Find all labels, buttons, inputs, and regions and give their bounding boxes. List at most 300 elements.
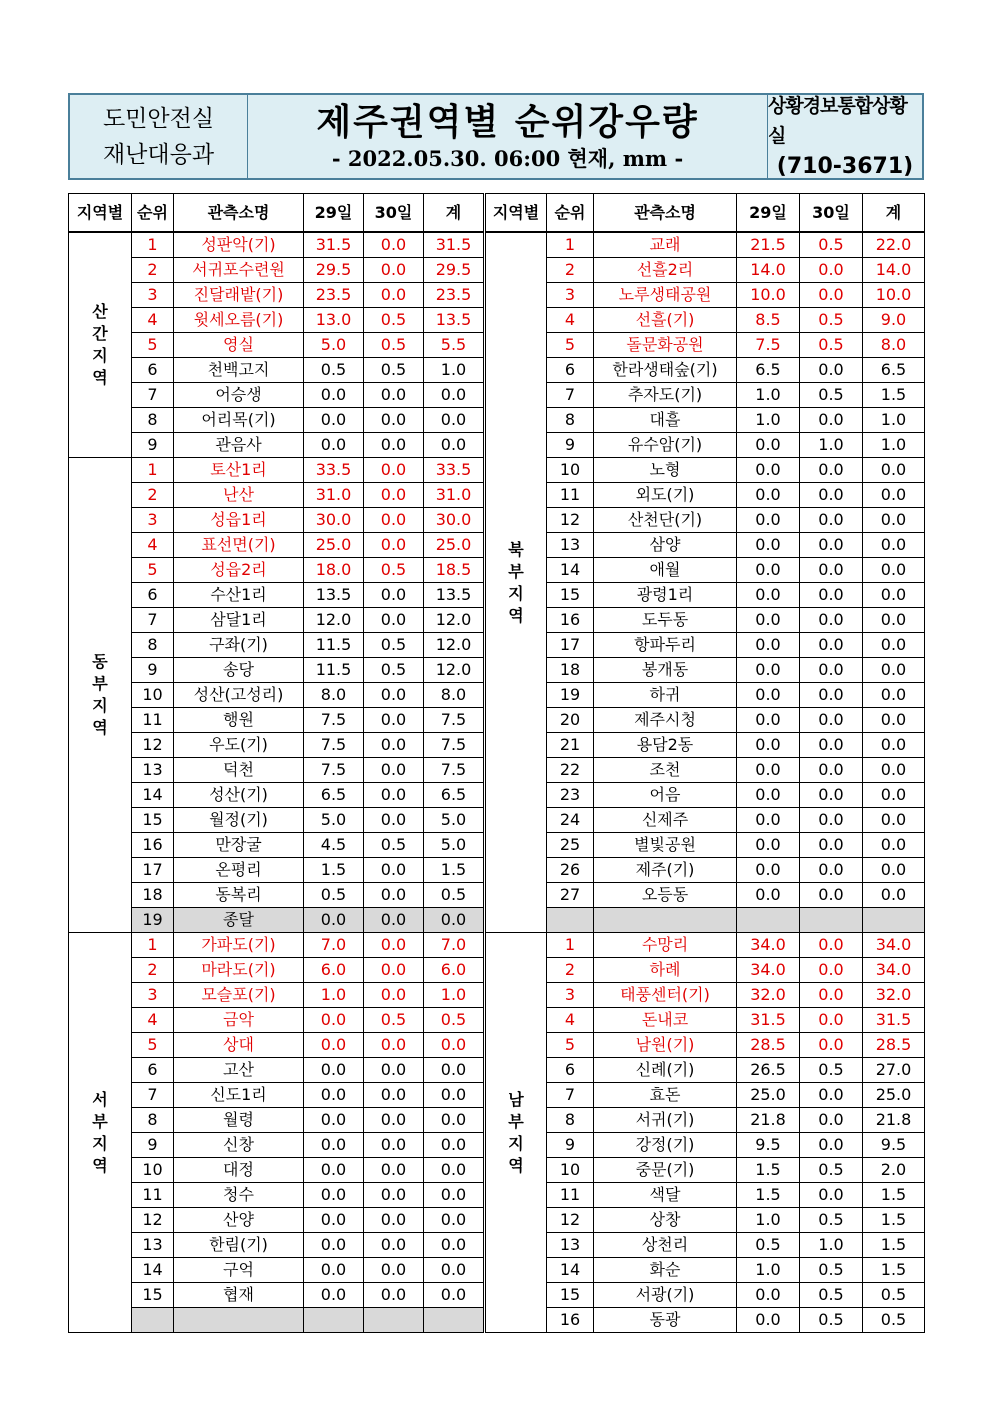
cell-total: 31.0 (424, 483, 484, 508)
cell-total: 6.5 (424, 783, 484, 808)
cell-day30: 0.0 (364, 1183, 424, 1208)
cell-day30 (364, 1308, 424, 1333)
cell-total: 1.0 (424, 983, 484, 1008)
cell-rank: 6 (547, 358, 594, 383)
cell-rank: 9 (132, 1133, 174, 1158)
cell-day30: 0.5 (800, 383, 863, 408)
cell-total: 0.0 (424, 1283, 484, 1308)
cell-day30: 0.0 (364, 1158, 424, 1183)
region-label: 북 부 지 역 (486, 232, 547, 933)
cell-day29: 1.0 (304, 983, 364, 1008)
cell-rank: 23 (547, 783, 594, 808)
cell-total: 0.0 (863, 808, 925, 833)
cell-rank: 20 (547, 708, 594, 733)
cell-day29: 0.5 (304, 358, 364, 383)
cell-station: 금악 (174, 1008, 304, 1033)
cell-station: 우도(기) (174, 733, 304, 758)
cell-station: 신창 (174, 1133, 304, 1158)
cell-day30: 0.5 (800, 232, 863, 258)
header-rank: 순위 (132, 194, 174, 233)
cell-total: 0.5 (424, 883, 484, 908)
cell-total: 0.0 (863, 508, 925, 533)
cell-day30: 0.0 (364, 232, 424, 258)
table-gap (484, 1233, 486, 1258)
cell-rank: 17 (132, 858, 174, 883)
table-gap (484, 708, 486, 733)
cell-day30: 0.0 (364, 708, 424, 733)
cell-station: 서귀(기) (594, 1108, 737, 1133)
cell-day29: 18.0 (304, 558, 364, 583)
cell-day29: 0.0 (304, 383, 364, 408)
header-station: 관측소명 (594, 194, 737, 233)
cell-total: 0.0 (424, 1183, 484, 1208)
cell-station: 하례 (594, 958, 737, 983)
cell-station: 돈내코 (594, 1008, 737, 1033)
cell-day30: 0.0 (364, 1058, 424, 1083)
cell-day29: 0.0 (304, 1283, 364, 1308)
cell-day29: 11.5 (304, 658, 364, 683)
cell-rank: 26 (547, 858, 594, 883)
cell-station: 송당 (174, 658, 304, 683)
cell-rank: 13 (132, 1233, 174, 1258)
cell-day29: 21.8 (737, 1108, 800, 1133)
cell-station: 중문(기) (594, 1158, 737, 1183)
cell-rank: 27 (547, 883, 594, 908)
cell-day30: 0.5 (800, 308, 863, 333)
cell-total: 0.0 (863, 883, 925, 908)
cell-total: 21.8 (863, 1108, 925, 1133)
cell-total: 0.0 (863, 608, 925, 633)
cell-total: 33.5 (424, 458, 484, 483)
cell-day29: 6.5 (304, 783, 364, 808)
cell-day29: 0.0 (737, 583, 800, 608)
cell-day30: 0.0 (364, 283, 424, 308)
table-gap (484, 633, 486, 658)
cell-day29: 8.5 (737, 308, 800, 333)
cell-day29: 0.0 (737, 658, 800, 683)
cell-day30: 0.0 (364, 383, 424, 408)
cell-total: 0.0 (424, 1058, 484, 1083)
cell-day29: 28.5 (737, 1033, 800, 1058)
cell-total: 18.5 (424, 558, 484, 583)
cell-total: 0.0 (424, 1208, 484, 1233)
cell-total: 0.0 (863, 583, 925, 608)
cell-station: 돌문화공원 (594, 333, 737, 358)
cell-day30: 0.0 (800, 983, 863, 1008)
cell-day29: 0.0 (304, 1008, 364, 1033)
cell-rank: 5 (132, 1033, 174, 1058)
cell-station: 노루생태공원 (594, 283, 737, 308)
cell-day30: 0.0 (364, 908, 424, 933)
cell-day29: 6.5 (737, 358, 800, 383)
cell-day29: 25.0 (304, 533, 364, 558)
table-gap (484, 783, 486, 808)
cell-station: 어승생 (174, 383, 304, 408)
cell-rank: 15 (132, 1283, 174, 1308)
cell-total: 12.0 (424, 658, 484, 683)
cell-rank: 7 (132, 383, 174, 408)
cell-rank: 4 (547, 308, 594, 333)
cell-day29: 14.0 (737, 258, 800, 283)
cell-day29: 1.0 (737, 1208, 800, 1233)
cell-total: 8.0 (863, 333, 925, 358)
cell-day29: 8.0 (304, 683, 364, 708)
cell-day30: 0.5 (800, 1058, 863, 1083)
cell-day30: 0.0 (800, 1183, 863, 1208)
cell-day30: 0.0 (364, 783, 424, 808)
cell-rank: 7 (547, 383, 594, 408)
cell-rank: 4 (132, 308, 174, 333)
cell-total: 1.0 (424, 358, 484, 383)
cell-total: 1.5 (863, 1233, 925, 1258)
table-gap (484, 358, 486, 383)
cell-day30: 0.5 (800, 1208, 863, 1233)
cell-day29: 1.5 (304, 858, 364, 883)
region-label: 남 부 지 역 (486, 933, 547, 1333)
cell-station: 윗세오름(기) (174, 308, 304, 333)
cell-day29: 1.5 (737, 1158, 800, 1183)
cell-day29: 0.0 (737, 558, 800, 583)
cell-rank: 14 (132, 1258, 174, 1283)
cell-day29: 0.0 (737, 633, 800, 658)
cell-station: 가파도(기) (174, 933, 304, 958)
cell-rank: 11 (132, 708, 174, 733)
cell-total: 0.0 (424, 1158, 484, 1183)
cell-day30: 0.5 (364, 358, 424, 383)
table-gap (484, 1283, 486, 1308)
cell-day29: 0.0 (304, 1108, 364, 1133)
header-total: 계 (424, 194, 484, 233)
cell-total: 29.5 (424, 258, 484, 283)
cell-rank: 3 (132, 283, 174, 308)
cell-day29: 31.5 (304, 232, 364, 258)
cell-day30: 0.0 (800, 883, 863, 908)
cell-station: 노형 (594, 458, 737, 483)
cell-rank: 2 (132, 958, 174, 983)
cell-station: 상대 (174, 1033, 304, 1058)
cell-day29: 0.0 (737, 1308, 800, 1333)
cell-day29: 0.0 (304, 433, 364, 458)
cell-total: 9.5 (863, 1133, 925, 1158)
cell-day30: 0.0 (800, 533, 863, 558)
cell-station: 대흘 (594, 408, 737, 433)
cell-day30: 0.0 (800, 633, 863, 658)
cell-day29: 0.0 (304, 1208, 364, 1233)
cell-total: 1.5 (863, 1183, 925, 1208)
cell-day30: 0.0 (800, 283, 863, 308)
cell-rank: 2 (547, 258, 594, 283)
cell-station: 고산 (174, 1058, 304, 1083)
cell-day30: 0.0 (364, 983, 424, 1008)
table-gap (484, 508, 486, 533)
cell-total: 9.0 (863, 308, 925, 333)
table-gap (484, 283, 486, 308)
cell-day30: 0.0 (800, 708, 863, 733)
table-gap (484, 1158, 486, 1183)
cell-day30: 0.0 (800, 408, 863, 433)
cell-day30: 0.0 (364, 1033, 424, 1058)
cell-day29: 4.5 (304, 833, 364, 858)
cell-day30: 0.0 (364, 1208, 424, 1233)
cell-station: 외도(기) (594, 483, 737, 508)
cell-day29: 0.0 (737, 1283, 800, 1308)
cell-rank: 3 (132, 983, 174, 1008)
cell-station: 덕천 (174, 758, 304, 783)
cell-rank: 11 (547, 483, 594, 508)
rainfall-table (68, 193, 925, 1333)
office-name: 상황경보통합상황실 (768, 94, 907, 147)
table-header-row (69, 194, 925, 233)
cell-day30: 0.0 (800, 558, 863, 583)
cell-station: 영실 (174, 333, 304, 358)
cell-day30: 0.0 (800, 1008, 863, 1033)
cell-rank: 12 (547, 1208, 594, 1233)
cell-total: 0.5 (424, 1008, 484, 1033)
cell-rank: 10 (547, 458, 594, 483)
cell-total: 0.0 (424, 433, 484, 458)
cell-day30: 0.0 (800, 958, 863, 983)
cell-station: 동광 (594, 1308, 737, 1333)
cell-rank: 12 (132, 733, 174, 758)
cell-rank: 12 (132, 1208, 174, 1233)
cell-day29: 0.0 (737, 733, 800, 758)
cell-day29: 7.5 (304, 733, 364, 758)
cell-day29: 0.0 (304, 1033, 364, 1058)
cell-station: 항파두리 (594, 633, 737, 658)
cell-rank: 13 (547, 533, 594, 558)
cell-day29: 7.5 (304, 758, 364, 783)
cell-total: 5.0 (424, 833, 484, 858)
table-gap (484, 733, 486, 758)
cell-day29: 12.0 (304, 608, 364, 633)
cell-total: 22.0 (863, 232, 925, 258)
cell-station: 서귀포수련원 (174, 258, 304, 283)
header-region: 지역별 (69, 194, 132, 233)
cell-station: 종달 (174, 908, 304, 933)
cell-rank: 4 (547, 1008, 594, 1033)
cell-day30: 0.5 (364, 658, 424, 683)
cell-day30: 1.0 (800, 433, 863, 458)
cell-day29: 5.0 (304, 808, 364, 833)
cell-total: 1.5 (424, 858, 484, 883)
cell-station: 표선면(기) (174, 533, 304, 558)
cell-rank: 16 (132, 833, 174, 858)
cell-total: 30.0 (424, 508, 484, 533)
cell-station: 구좌(기) (174, 633, 304, 658)
cell-day29: 0.0 (737, 783, 800, 808)
table-gap (484, 1208, 486, 1233)
cell-day29: 31.0 (304, 483, 364, 508)
cell-day30: 0.0 (364, 608, 424, 633)
cell-day29: 1.0 (737, 383, 800, 408)
cell-station (174, 1308, 304, 1333)
cell-day30: 0.0 (364, 683, 424, 708)
cell-station: 삼양 (594, 533, 737, 558)
cell-day29: 0.0 (737, 708, 800, 733)
cell-rank: 9 (132, 658, 174, 683)
cell-total: 1.5 (863, 1208, 925, 1233)
cell-day29: 29.5 (304, 258, 364, 283)
table-gap (484, 1008, 486, 1033)
cell-day30: 0.0 (364, 808, 424, 833)
cell-total: 1.0 (863, 433, 925, 458)
cell-total: 0.0 (863, 458, 925, 483)
cell-day29: 0.0 (304, 1233, 364, 1258)
cell-day30: 0.0 (364, 483, 424, 508)
cell-total: 34.0 (863, 933, 925, 958)
cell-day30: 0.5 (364, 333, 424, 358)
cell-rank: 13 (547, 1233, 594, 1258)
cell-station: 남원(기) (594, 1033, 737, 1058)
cell-total: 7.5 (424, 708, 484, 733)
cell-total: 27.0 (863, 1058, 925, 1083)
cell-total: 0.0 (424, 908, 484, 933)
cell-day30 (800, 908, 863, 933)
table-gap (484, 458, 486, 483)
cell-total: 0.0 (863, 658, 925, 683)
cell-rank: 9 (547, 433, 594, 458)
cell-rank: 5 (132, 333, 174, 358)
cell-day30: 0.0 (800, 833, 863, 858)
cell-total: 31.5 (424, 232, 484, 258)
cell-total: 0.5 (863, 1283, 925, 1308)
header-region: 지역별 (486, 194, 547, 233)
cell-station: 진달래밭(기) (174, 283, 304, 308)
cell-day30: 0.0 (800, 733, 863, 758)
cell-station: 신례(기) (594, 1058, 737, 1083)
cell-total: 8.0 (424, 683, 484, 708)
cell-rank: 19 (132, 908, 174, 933)
cell-total: 13.5 (424, 583, 484, 608)
cell-total: 5.0 (424, 808, 484, 833)
cell-total: 0.0 (863, 633, 925, 658)
cell-rank: 3 (547, 283, 594, 308)
cell-day29: 0.0 (304, 1158, 364, 1183)
cell-total: 0.0 (863, 833, 925, 858)
cell-day29: 11.5 (304, 633, 364, 658)
cell-day29: 6.0 (304, 958, 364, 983)
header-total: 계 (863, 194, 925, 233)
cell-rank: 15 (547, 1283, 594, 1308)
cell-day30: 0.0 (800, 808, 863, 833)
table-gap (484, 608, 486, 633)
cell-rank (547, 908, 594, 933)
cell-station: 온평리 (174, 858, 304, 883)
cell-day29: 0.0 (737, 858, 800, 883)
cell-total: 12.0 (424, 608, 484, 633)
cell-total: 0.0 (863, 683, 925, 708)
cell-station: 조천 (594, 758, 737, 783)
cell-day29: 0.0 (737, 533, 800, 558)
cell-day30: 0.5 (800, 1308, 863, 1333)
cell-station: 하귀 (594, 683, 737, 708)
cell-rank: 10 (547, 1158, 594, 1183)
cell-day30: 0.0 (800, 358, 863, 383)
cell-rank: 8 (132, 408, 174, 433)
table-gap (484, 883, 486, 908)
cell-rank: 17 (547, 633, 594, 658)
cell-station: 모슬포(기) (174, 983, 304, 1008)
cell-station: 신제주 (594, 808, 737, 833)
page-subtitle: - 2022.05.30. 06:00 현재, mm - (331, 145, 684, 171)
cell-day29: 7.0 (304, 933, 364, 958)
cell-day30: 0.5 (800, 1158, 863, 1183)
cell-day29: 0.0 (304, 1133, 364, 1158)
cell-rank: 12 (547, 508, 594, 533)
cell-total: 7.5 (424, 733, 484, 758)
cell-rank: 7 (547, 1083, 594, 1108)
cell-day29: 5.0 (304, 333, 364, 358)
header-station: 관측소명 (174, 194, 304, 233)
cell-total: 0.0 (863, 858, 925, 883)
cell-day29: 7.5 (304, 708, 364, 733)
cell-day29: 33.5 (304, 458, 364, 483)
cell-day29: 0.0 (737, 608, 800, 633)
cell-day29: 0.0 (737, 683, 800, 708)
cell-day30: 0.0 (800, 1133, 863, 1158)
cell-station: 월령 (174, 1108, 304, 1133)
cell-rank: 7 (132, 1083, 174, 1108)
cell-total: 23.5 (424, 283, 484, 308)
region-label: 동 부 지 역 (69, 458, 132, 933)
table-gap (484, 658, 486, 683)
cell-station: 삼달1리 (174, 608, 304, 633)
region-label: 산 간 지 역 (69, 232, 132, 458)
cell-station: 관음사 (174, 433, 304, 458)
cell-day30: 0.0 (800, 858, 863, 883)
cell-station: 서광(기) (594, 1283, 737, 1308)
cell-day30: 0.0 (364, 883, 424, 908)
cell-day29: 7.5 (737, 333, 800, 358)
cell-rank: 15 (547, 583, 594, 608)
table-gap (484, 1133, 486, 1158)
cell-station: 선흘2리 (594, 258, 737, 283)
cell-day30: 0.0 (800, 933, 863, 958)
table-gap (484, 483, 486, 508)
cell-station (594, 908, 737, 933)
cell-day29: 0.0 (737, 508, 800, 533)
cell-station: 효돈 (594, 1083, 737, 1108)
cell-station: 오등동 (594, 883, 737, 908)
cell-station: 태풍센터(기) (594, 983, 737, 1008)
cell-rank: 18 (547, 658, 594, 683)
cell-station: 도두동 (594, 608, 737, 633)
cell-station: 청수 (174, 1183, 304, 1208)
cell-station: 상창 (594, 1208, 737, 1233)
cell-station: 성읍2리 (174, 558, 304, 583)
cell-rank: 22 (547, 758, 594, 783)
cell-rank: 11 (132, 1183, 174, 1208)
table-gap (484, 258, 486, 283)
cell-day30: 0.0 (364, 933, 424, 958)
cell-day29: 1.0 (737, 1258, 800, 1283)
cell-day29: 0.0 (737, 808, 800, 833)
cell-day29: 0.0 (737, 758, 800, 783)
table-row (69, 933, 925, 958)
cell-day29: 10.0 (737, 283, 800, 308)
table-gap (484, 683, 486, 708)
cell-total: 6.5 (863, 358, 925, 383)
cell-rank (132, 1308, 174, 1333)
cell-day30: 0.0 (364, 758, 424, 783)
cell-day30: 0.0 (800, 783, 863, 808)
cell-rank: 14 (132, 783, 174, 808)
cell-day29 (304, 1308, 364, 1333)
cell-day30: 0.5 (364, 558, 424, 583)
cell-station: 강정(기) (594, 1133, 737, 1158)
table-gap (484, 383, 486, 408)
cell-station: 산양 (174, 1208, 304, 1233)
